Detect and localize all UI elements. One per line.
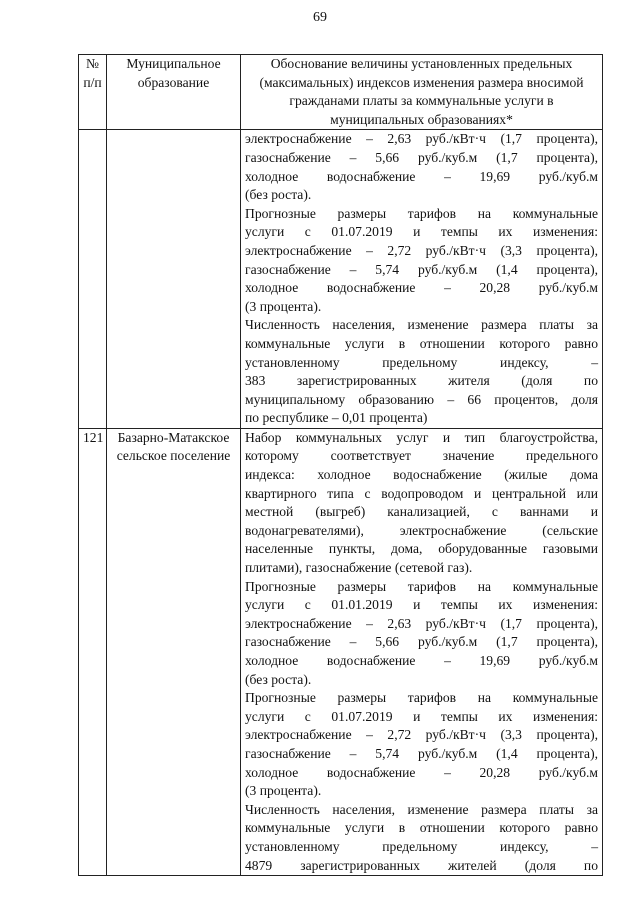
header-municipality: Муниципальное образование: [107, 55, 241, 130]
text-line: электроснабжение – 2,72 руб./кВт·ч (3,3 процента),: [245, 727, 598, 743]
row-continued-justification: [241, 130, 603, 429]
page-number: 69: [313, 10, 327, 25]
text-line: коммунальные услуги в отношении которого равно: [245, 335, 598, 351]
text-line: плитами), газоснабжение (сетевой газ).: [245, 560, 473, 576]
text-line: которому соответствует значение предельного: [245, 448, 598, 464]
text-line: электроснабжение – 2,72 руб./кВт·ч (3,3 процента),: [245, 242, 598, 258]
text-line: (без роста).: [245, 671, 312, 687]
text-line: по республике – 0,01 процента): [245, 410, 428, 426]
text-line: холодное водоснабжение – 20,28 руб./куб.м: [245, 764, 598, 780]
row-121-municipality: Базарно-Матакское сельское поселение: [107, 428, 241, 875]
text-line: установленному предельному индексу, –: [245, 354, 598, 370]
text-line: населенные пункты, дома, оборудованные газовыми: [245, 541, 598, 557]
header-num: № п/п: [79, 55, 107, 130]
text-line: электроснабжение – 2,63 руб./кВт·ч (1,7 процента),: [245, 131, 598, 147]
text-line: (3 процента).: [245, 783, 322, 799]
text-line: газоснабжение – 5,74 руб./куб.м (1,4 процента),: [245, 745, 598, 761]
row-continued-num: [79, 130, 107, 429]
text-line: электроснабжение – 2,63 руб./кВт·ч (1,7 процента),: [245, 615, 598, 631]
text-line: Прогнозные размеры тарифов на коммунальные: [245, 690, 598, 706]
text-line: газоснабжение – 5,66 руб./куб.м (1,7 процента),: [245, 149, 598, 165]
text-line: газоснабжение – 5,74 руб./куб.м (1,4 процента),: [245, 261, 598, 277]
table-row-continued: [79, 130, 603, 429]
text-line: газоснабжение – 5,66 руб./куб.м (1,7 процента),: [245, 634, 598, 650]
text-line: муниципальному образованию – 66 процентов, доля: [245, 391, 598, 407]
table-row-121: [79, 428, 603, 875]
text-line: услуги с 01.01.2019 и темпы их изменения:: [245, 597, 598, 613]
text-line: холодное водоснабжение – 19,69 руб./куб.м: [245, 653, 598, 668]
text-line: Численность населения, изменение размера платы за: [245, 317, 598, 333]
text-line: 383 зарегистрированных жителя (доля по: [245, 373, 598, 389]
text-line: Набор коммунальных услуг и тип благоустройства,: [245, 429, 598, 445]
text-line: (3 процента).: [245, 298, 322, 314]
text-line: холодное водоснабжение – 20,28 руб./куб.м: [245, 280, 598, 296]
text-line: установленному предельному индексу, –: [245, 838, 598, 854]
text-line: холодное водоснабжение – 19,69 руб./куб.м: [245, 168, 598, 184]
row-121-justification: [241, 428, 603, 875]
text-line: местной (выгреб) канализацией, с ваннами и: [245, 504, 598, 520]
text-line: 4879 зарегистрированных жителей (доля по: [245, 857, 598, 873]
tariff-index-table: [78, 54, 603, 876]
text-line: индекса: холодное водоснабжение (жилые дома: [245, 467, 598, 483]
row-continued-municipality: [107, 130, 241, 429]
text-line: услуги с 01.07.2019 и темпы их изменения:: [245, 708, 598, 724]
text-line: водонагревателями), электроснабжение (сельские: [245, 522, 598, 538]
text-line: Прогнозные размеры тарифов на коммунальные: [245, 205, 598, 221]
text-line: коммунальные услуги в отношении которого равно: [245, 820, 598, 836]
text-line: Прогнозные размеры тарифов на коммунальные: [245, 578, 598, 594]
text-line: (без роста).: [245, 187, 312, 203]
text-line: услуги с 01.07.2019 и темпы их изменения:: [245, 224, 598, 240]
text-line: Численность населения, изменение размера платы за: [245, 801, 598, 817]
text-line: квартирного типа с водопроводом и центральной или: [245, 485, 598, 501]
table-header-row: [79, 55, 603, 130]
header-justification: Обоснование величины установленных предельных (максимальных) индексов изменения размера вносимой гражданами платы за коммунальные услуги в муниципальных образованиях*: [241, 55, 603, 130]
row-121-num: 121: [79, 428, 107, 875]
